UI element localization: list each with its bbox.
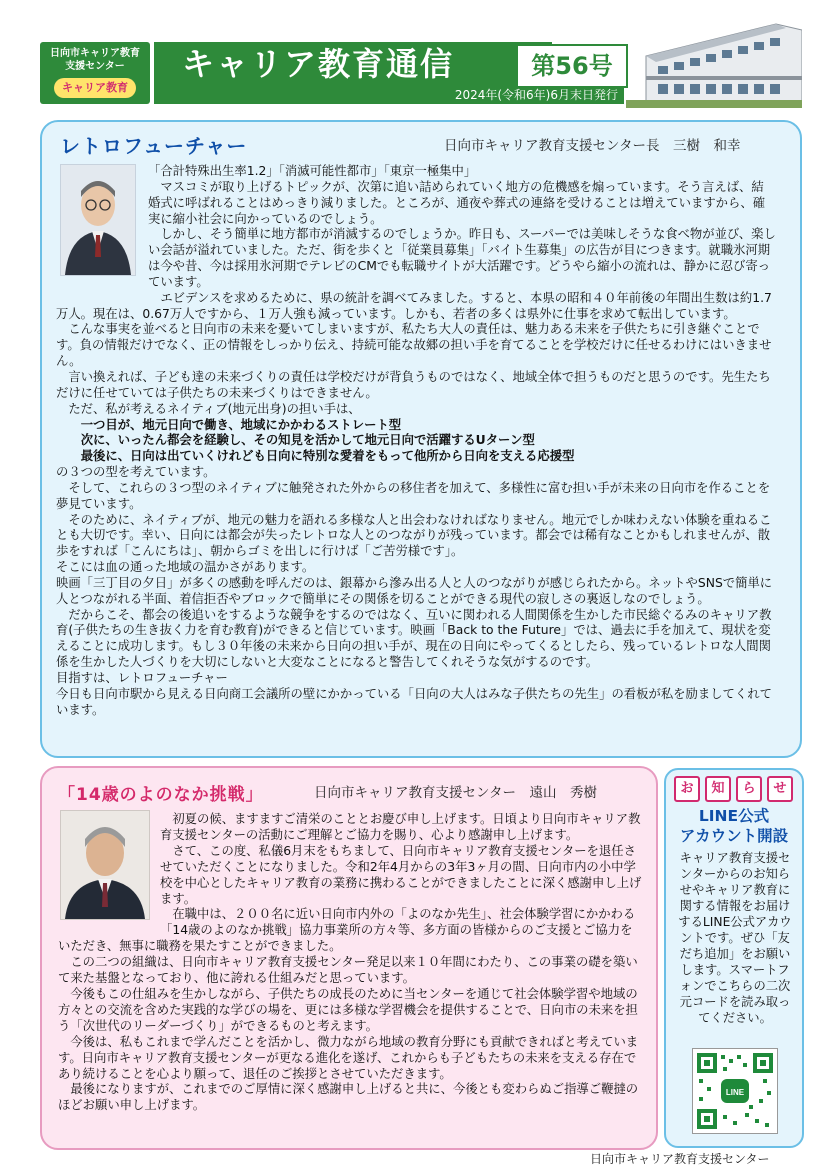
notice-body: キャリア教育支援センターからのお知らせやキャリア教育に関する情報をお届けするLINE公式アカウントです。ぜひ「友だち追加」をお願いします。スマートフォンでこちらの二次元コードを読み取ってください。 xyxy=(678,851,792,1025)
notice-char: ら xyxy=(736,776,762,802)
notice-heading xyxy=(666,806,802,846)
notice-heading-line1: LINE公式 xyxy=(698,807,770,825)
newsletter-header xyxy=(40,38,802,108)
logo-badge: キャリア教育 xyxy=(54,78,136,98)
notice-char: 知 xyxy=(705,776,731,802)
paragraph: だからこそ、都会の後追いをするような競争をするのではなく、互いに関われる人間関係を生かした市民総ぐるみのキャリア教育(子供たちの生き抜く力を育む教育)ができると信じています。映画「Back to the Future」では、過去に手を加えて、現状を変えることに成功します。もし３０年後の未来から日向の担い手が、現在の日向にやってくるとしたら、残っているレトロな人間関係を生かした人づくりを大切にしないと大変なことになると警告してくれそうな気がするのです。 xyxy=(56,607,772,670)
issue-date: 2024年(令和6年)6月末日発行 xyxy=(454,88,618,102)
photo-spacer xyxy=(58,812,160,937)
paragraph: エビデンスを求めるために、県の統計を調べてみました。すると、本県の昭和４０年前後の年間出生数は約1.7万人。現在は、0.67万人ですから、１万人強も減っています。しかも、若者の多くは県外に仕事を求めて転出しています。 xyxy=(56,290,772,321)
logo-org-line1: 日向市キャリア教育 xyxy=(50,48,140,59)
paragraph: 「合計特殊出生率1.2」「消滅可能性都市」「東京一極集中」 xyxy=(148,164,477,178)
paragraph: マスコミが取り上げるトピックが、次第に追い詰められていく地方の危機感を煽っています。そう言えば、結婚式に呼ばれることはめっきり減りました。ところが、通夜や葬式の連絡を受けることは増えていますから、確実に縮小社会に向かっているのでしょう。 xyxy=(148,179,766,226)
date-band xyxy=(154,86,624,104)
paragraph: 言い換えれば、子ども達の未来づくりの責任は学校だけが背負うものではなく、地域全体で担うものだと思うのです。先生たちだけに任せていては子供たちの未来づくりはできません。 xyxy=(56,369,771,400)
column-body xyxy=(56,164,776,719)
notice-char: お xyxy=(674,776,700,802)
line-qr-code[interactable] xyxy=(692,1048,778,1134)
farewell-column xyxy=(40,766,658,1150)
paragraph: ただ、私が考えるネイティブ(地元出身)の担い手は、 xyxy=(68,401,361,416)
column-title: レトロフューチャー xyxy=(60,134,248,158)
paragraph: この二つの組織は、日向市キャリア教育支援センター発足以来１０年間にわたり、この事業の礎を築いて来た基盤となっており、他に誇れる仕組みだと思っています。 xyxy=(58,955,638,986)
paragraph: 在職中は、２００名に近い日向市内外の「よのなか先生」、社会体験学習にかかわる「14歳のよのなか挑戦」協力事業所の方々等、多方面の皆様からのご支援とご協力をいただき、無事に職務を果たすことができました。 xyxy=(58,907,636,954)
notice-heading-line2: アカウント開設 xyxy=(679,827,789,845)
building-illustration xyxy=(626,16,802,108)
qr-label: LINE xyxy=(725,1088,745,1097)
paragraph: さて、この度、私儀6月末をもちまして、日向市キャリア教育支援センターを退任させていただくことになりました。令和2年4月からの3年3ヶ月の間、日向市内の小中学校を中心としたキャリア教育の業務に携わることができましたことに深く感謝申し上げます。 xyxy=(160,843,642,906)
notice-label xyxy=(674,776,794,800)
paragraph: そこには血の通った地域の温かさがあります。 xyxy=(56,560,315,575)
paragraph: そして、これらの３つ型のネイティブに触発された外からの移住者を加えて、多様性に富む担い手が未来の日向市を作ることを夢見ています。 xyxy=(56,480,771,511)
issue-number: 第56号 xyxy=(516,44,628,88)
paragraph: 映画「三丁目の夕日」が多くの感動を呼んだのは、銀幕から滲み出る人と人のつながりが感じられたから。ネットやSNSで簡単に人とつながれる半面、着信拒否やブロックで簡単にその関係を切ることができる現代の寂しさの裏返しなのでしょう。 xyxy=(56,575,773,606)
type-uturn: 次に、いったん都会を経験し、その知見を活かして地元日向で活躍するUターン型 xyxy=(80,433,535,448)
column-author: 日向市キャリア教育支援センター 遠山 秀樹 xyxy=(314,785,597,801)
footer-org: 日向市キャリア教育支援センター xyxy=(590,1152,770,1166)
type-straight: 一つ目が、地元日向で働き、地域にかかわるストレート型 xyxy=(80,417,402,432)
paragraph: 最後になりますが、これまでのご厚情に深く感謝申し上げると共に、今後とも変わらぬご指導ご鞭撻のほどお願い申し上げます。 xyxy=(58,1082,639,1113)
paragraph: そのために、ネイティブが、地元の魅力を語れる多様な人と出会わなければなりません。地元でしか味わえない体験を重ねることも大切です。幸い、日向には都会が失ったレトロな人とのつながりが残っています。都会では稀有なことかもしれませんが、散歩をすれば「こんにちは」、朝からゴミを出しに行けば「ご苦労様です」。 xyxy=(56,512,772,559)
paragraph: 初夏の候、ますますご清栄のこととお慶び申し上げます。日頃より日向市キャリア教育支援センターの活動にご理解とご協力を賜り、心より感謝申し上げます。 xyxy=(160,812,641,842)
paragraph: 目指すは、レトロフューチャー xyxy=(56,671,228,685)
column-title: 「14歳のよのなか挑戦」 xyxy=(58,785,264,805)
paragraph: 今後もこの仕組みを生かしながら、子供たちの成長のために当センターを通じて社会体験学習や地域の方々との交流を含めた実践的な学びの場を、更には多様な学習機会を提供することで、日向市の未来を担う「次世代のリーダーづくり」ができるものと考えます。 xyxy=(58,986,638,1033)
notice-box xyxy=(664,768,804,1148)
paragraph: こんな事実を並べると日向市の未来を憂いてしまいますが、私たち大人の責任は、魅力ある未来を子供たちに引き継ぐことです。負の情報だけでなく、正の情報をしっかり伝え、持続可能な故郷の担い手を育てることを学校だけに任せるわけにはいきません。 xyxy=(56,322,772,369)
title-band xyxy=(154,42,552,86)
column-author: 日向市キャリア教育支援センター長 三樹 和幸 xyxy=(444,138,741,154)
director-column xyxy=(40,120,802,758)
newsletter-title: キャリア教育通信 xyxy=(182,45,455,83)
paragraph: の３つの型を考えています。 xyxy=(56,465,216,480)
type-support: 最後に、日向は出ていくけれども日向に特別な愛着をもって他所から日向を支える応援型 xyxy=(80,449,575,464)
paragraph: 今日も日向市駅から見える日向商工会議所の壁にかかっている「日向の大人はみな子供たちの先生」の看板が私を励ましてくれています。 xyxy=(56,686,772,717)
photo-spacer xyxy=(56,164,148,292)
logo-org-line2: 支援センター xyxy=(65,61,125,72)
column-body xyxy=(58,812,642,1114)
paragraph: しかし、そう簡単に地方都市が消滅するのでしょうか。昨日も、スーパーでは美味しそうな食べ物が並び、楽しい会話が溢れていました。ただ、街を歩くと「従業員募集」「バイト生募集」の広告が目につきます。就職氷河期は今や昔、今は採用氷河期でテレビのCMでも転職サイトが大活躍です。どうやら縮小の流れは、静かに忍び寄っています。 xyxy=(148,227,776,289)
center-logo xyxy=(40,42,150,104)
paragraph: 今後は、私もこれまで学んだことを活かし、微力ながら地域の教育分野にも貢献できればと考えています。日向市キャリア教育支援センターが更なる進化を遂げ、これからも子どもたちの未来を支える存在であり続けることを心より願って、退任のご挨拶とさせていただきます。 xyxy=(58,1034,639,1081)
notice-char: せ xyxy=(767,776,793,802)
